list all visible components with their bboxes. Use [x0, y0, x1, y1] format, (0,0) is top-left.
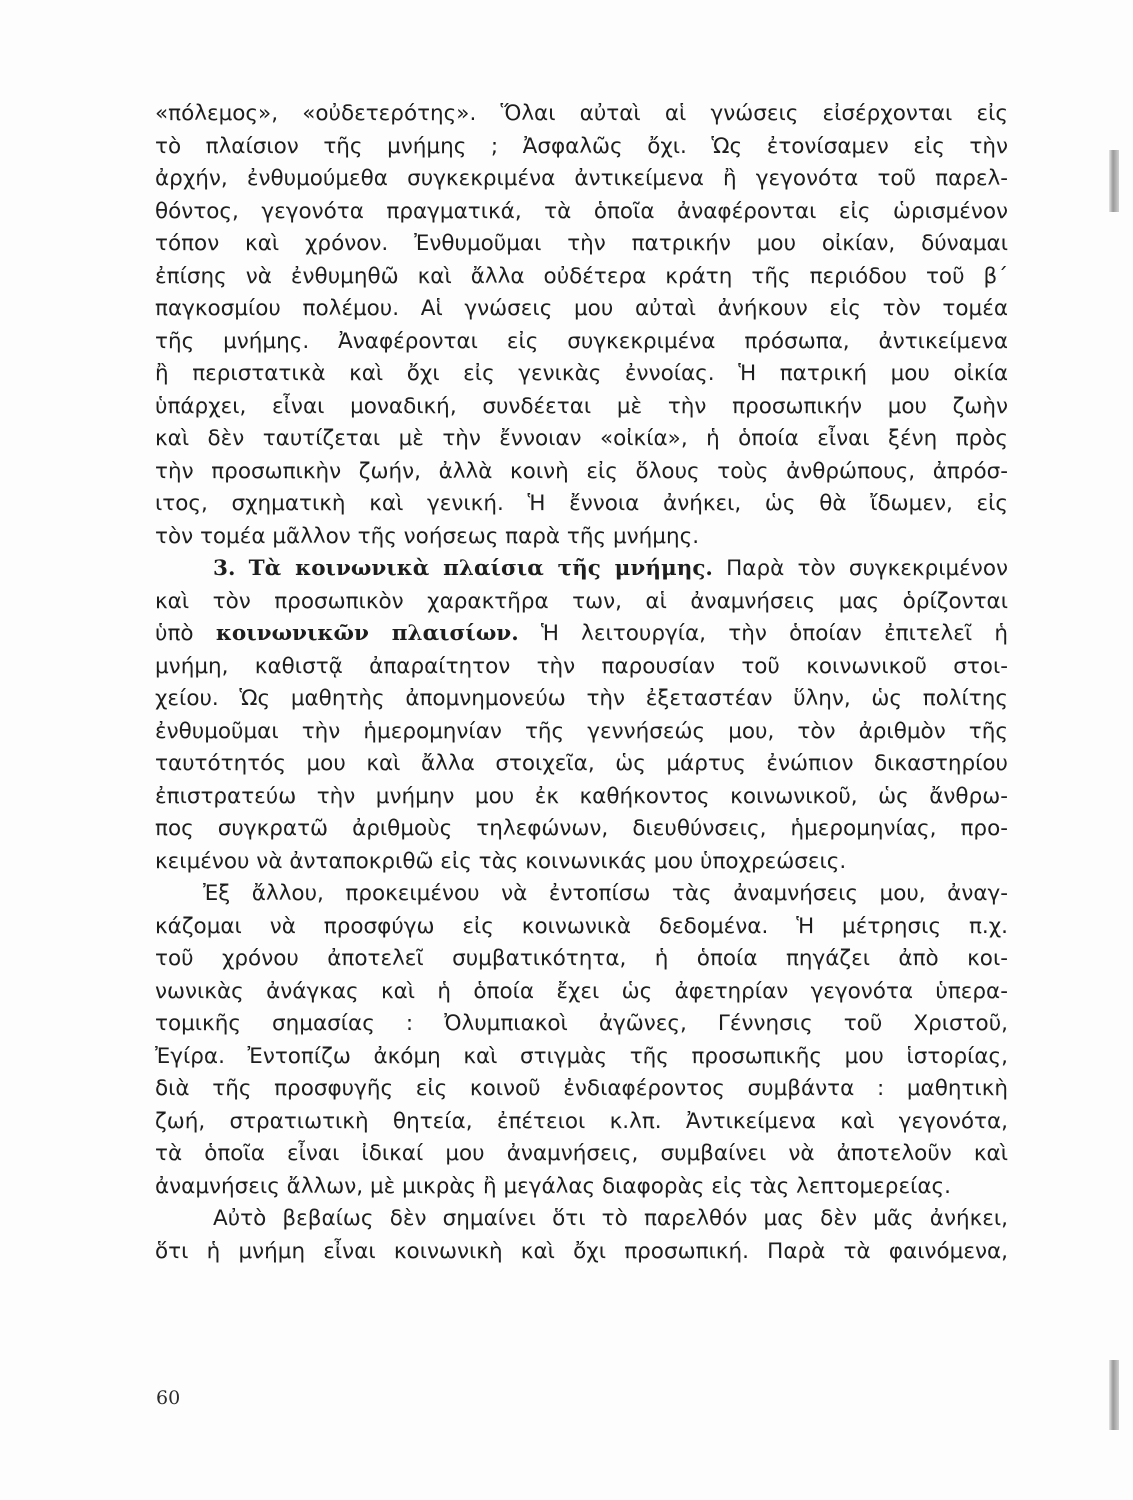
text-line-3: ἀρχήν, ἐνθυμούμεθα συγκεκριμένα ἀντικείμενα ἢ γεγονότα τοῦ παρελ-: [155, 166, 1008, 191]
text-line-34: ἀναμνήσεις ἄλλων, μὲ μικρὰς ἢ μεγάλας διαφορὰς εἰς τὰς λεπτομερείας.: [155, 1173, 951, 1199]
text-line-27: τοῦ χρόνου ἀποτελεῖ συμβατικότητα, ἡ ὁποία πηγάζει ἀπὸ κοι-: [155, 946, 1008, 971]
text-line-32: ζωή, στρατιωτικὴ θητεία, ἐπέτειοι κ.λπ. Ἀντικείμενα καὶ γεγονότα,: [155, 1108, 1008, 1134]
scan-edge-mark-top: [1109, 150, 1119, 212]
text-line-8: τῆς μνήμης. Ἀναφέρονται εἰς συγκεκριμένα πρόσωπα, ἀντικείμενα: [155, 328, 1008, 354]
text-line-35: Αὐτὸ βεβαίως δὲν σημαίνει ὅτι τὸ παρελθόν μας δὲν μᾶς ἀνήκει,: [213, 1206, 1008, 1231]
page-number: 60: [156, 1387, 181, 1409]
text-line-5: τόπον καὶ χρόνον. Ἐνθυμοῦμαι τὴν πατρικήν μου οἰκίαν, δύναμαι: [155, 231, 1008, 256]
text-line-14: τὸν τομέα μᾶλλον τῆς νοήσεως παρὰ τῆς μνήμης.: [155, 523, 700, 549]
text-line-2: τὸ πλαίσιον τῆς μνήμης ; Ἀσφαλῶς ὄχι. Ὡς ἐτονίσαμεν εἰς τὴν: [155, 133, 1008, 159]
text-line-12: τὴν προσωπικὴν ζωήν, ἀλλὰ κοινὴ εἰς ὅλους τοὺς ἀνθρώπους, ἀπρόσ-: [155, 458, 1008, 484]
text-line-29: τομικῆς σημασίας : Ὀλυμπιακοὶ ἀγῶνες, Γέννησις τοῦ Χριστοῦ,: [155, 1011, 1008, 1036]
section-title: Τὰ κοινωνικὰ πλαίσια τῆς μνήμης.: [248, 556, 713, 581]
section-number: 3.: [213, 556, 236, 581]
text-line-7: παγκοσμίου πολέμου. Αἱ γνώσεις μου αὐταὶ ἀνήκουν εἰς τὸν τομέα: [155, 296, 1008, 321]
text-line-22: ἐπιστρατεύω τὴν μνήμην μου ἐκ καθήκοντος κοινωνικοῦ, ὡς ἄνθρω-: [155, 783, 1008, 809]
text-line-1: «πόλεμος», «οὐδετερότης». Ὅλαι αὐταὶ αἱ γνώσεις εἰσέρχονται εἰς: [155, 101, 1008, 126]
text-line-36: ὅτι ἡ μνήμη εἶναι κοινωνικὴ καὶ ὄχι προσωπική. Παρὰ τὰ φαινόμενα,: [155, 1238, 1008, 1264]
text-line-31: διὰ τῆς προσφυγῆς εἰς κοινοῦ ἐνδιαφέροντος συμβάντα : μαθητικὴ: [155, 1076, 1008, 1101]
section-heading-line: [155, 553, 1008, 586]
text-line-26: κάζομαι νὰ προσφύγω εἰς κοινωνικὰ δεδομένα. Ἡ μέτρησις π.χ.: [155, 913, 1008, 939]
text-line-6: ἐπίσης νὰ ἐνθυμηθῶ καὶ ἄλλα οὐδέτερα κράτη τῆς περιόδου τοῦ β΄: [155, 263, 1008, 289]
text-line-17-start: ὑπὸ: [155, 621, 194, 646]
text-line-17: [155, 618, 1008, 651]
text-line-24: κειμένου νὰ ἀνταποκριθῶ εἰς τὰς κοινωνικάς μου ὑποχρεώσεις.: [155, 848, 847, 874]
text-line-13: ιτος, σχηματικὴ καὶ γενική. Ἡ ἔννοια ἀνήκει, ὡς θὰ ἴδωμεν, εἰς: [155, 491, 1008, 516]
text-line-9: ἢ περιστατικὰ καὶ ὄχι εἰς γενικὰς ἐννοίας. Ἡ πατρική μου οἰκία: [155, 361, 1008, 386]
text-line-20: ἐνθυμοῦμαι τὴν ἡμερομηνίαν τῆς γεννήσεώς μου, τὸν ἀριθμὸν τῆς: [155, 718, 1008, 744]
emphasis-social-frames: κοινωνικῶν πλαισίων.: [215, 621, 519, 646]
text-line-10: ὑπάρχει, εἶναι μοναδική, συνδέεται μὲ τὴν προσωπικήν μου ζωὴν: [155, 393, 1008, 419]
text-line-4: θόντος, γεγονότα πραγματικά, τὰ ὁποῖα ἀναφέρονται εἰς ὡρισμένον: [155, 198, 1008, 224]
scan-edge-mark-bottom: [1109, 1360, 1119, 1430]
body-text: [155, 98, 1008, 1268]
text-line-19: χείου. Ὡς μαθητὴς ἀπομνημονεύω τὴν ἐξεταστέαν ὕλην, ὡς πολίτης: [155, 686, 1008, 711]
text-line-28: νωνικὰς ἀνάγκας καὶ ἡ ὁποία ἔχει ὡς ἀφετηρίαν γεγονότα ὑπερα-: [155, 978, 1008, 1004]
text-line-21: ταυτότητός μου καὶ ἄλλα στοιχεῖα, ὡς μάρτυς ἐνώπιον δικαστηρίου: [155, 751, 1008, 776]
section-heading-continuation: Παρὰ τὸν συγκεκριμένον: [726, 556, 1008, 581]
text-line-23: πος συγκρατῶ ἀριθμοὺς τηλεφώνων, διευθύνσεις, ἡμερομηνίας, προ-: [155, 816, 1008, 841]
text-line-25: Ἐξ ἄλλου, προκειμένου νὰ ἐντοπίσω τὰς ἀναμνήσεις μου, ἀναγ-: [203, 881, 1008, 906]
text-line-11: καὶ δὲν ταυτίζεται μὲ τὴν ἔννοιαν «οἰκία», ἡ ὁποία εἶναι ξένη πρὸς: [155, 426, 1008, 451]
text-line-33: τὰ ὁποῖα εἶναι ἰδικαί μου ἀναμνήσεις, συμβαίνει νὰ ἀποτελοῦν καὶ: [155, 1141, 1008, 1166]
text-line-18: μνήμη, καθιστᾷ ἀπαραίτητον τὴν παρουσίαν τοῦ κοινωνικοῦ στοι-: [155, 653, 1008, 679]
text-line-16: καὶ τὸν προσωπικὸν χαρακτῆρα των, αἱ ἀναμνήσεις μας ὁρίζονται: [155, 588, 1008, 614]
text-line-17-end: Ἡ λειτουργία, τὴν ὁποίαν ἐπιτελεῖ ἡ: [540, 621, 1008, 646]
text-line-30: Ἐγίρα. Ἐντοπίζω ἀκόμη καὶ στιγμὰς τῆς προσωπικῆς μου ἱστορίας,: [155, 1043, 1008, 1069]
